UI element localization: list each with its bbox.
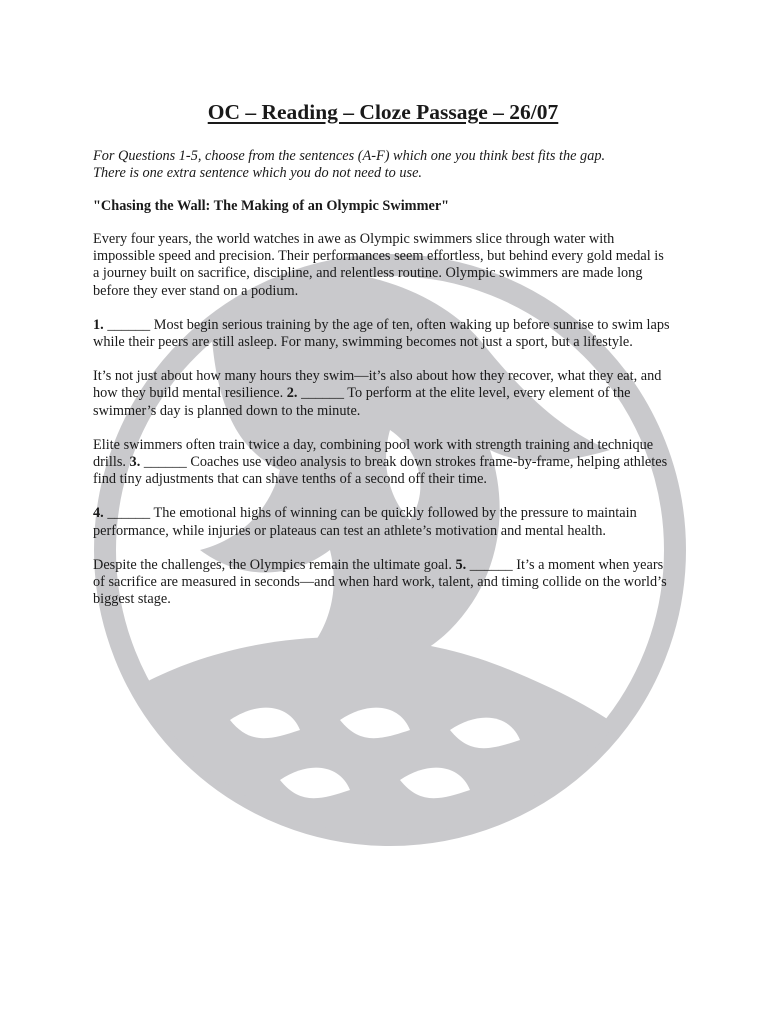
- paragraph-5-text: The emotional highs of winning can be quickly followed by the pressure to maintain performance, while injuries or plateaus can test an athlete’s motivation and mental health.: [93, 505, 637, 539]
- paragraph-6-text-after: It’s a moment when years of sacrifice are measured in seconds—and when hard work, talent, and timing collide on the world’s biggest stage.: [93, 556, 667, 608]
- page-title: OC – Reading – Cloze Passage – 26/07: [207, 100, 559, 124]
- paragraph-5: [93, 505, 673, 539]
- question-number-4: 4.: [93, 505, 104, 522]
- gap-2: ______: [301, 385, 344, 402]
- question-number-5: 5.: [455, 556, 467, 573]
- paragraph-6-text-before: Despite the challenges, the Olympics remain the ultimate goal.: [93, 556, 452, 573]
- paragraph-3: [93, 368, 673, 420]
- paragraph-6: [93, 557, 673, 609]
- question-number-2: 2.: [286, 385, 298, 402]
- paragraph-4-text-before: Elite swimmers often train twice a day, combining pool work with strength training and technique drills.: [93, 436, 654, 471]
- paragraph-3-text-before: It’s not just about how many hours they swim—it’s also about how they recover, what they eat, and how they build mental resilience.: [93, 368, 662, 402]
- gap-4: ______: [107, 505, 151, 522]
- instructions-line-1: For Questions 1-5, choose from the sentences (A-F) which one you think best fits the gap.: [93, 148, 606, 164]
- paragraph-4: [93, 437, 673, 489]
- paragraph-2: [93, 317, 673, 351]
- paragraph-4-text-after: Coaches use video analysis to break down strokes frame-by-frame, helping athletes find tiny adjustments that can shave tenths of a second off their time.: [93, 454, 668, 488]
- instructions: [93, 148, 673, 182]
- worksheet-page: [93, 100, 673, 625]
- question-number-3: 3.: [129, 454, 141, 471]
- paragraph-1: Every four years, the world watches in awe as Olympic swimmers slice through water with impossible speed and precision. Their performances seem effortless, but behind every gold medal is a journey built on sacrifice, discipline, and relentless routine. Olympic swimmers are made long before they ever stand on a podium.: [93, 231, 664, 299]
- gap-1: ______: [107, 316, 151, 333]
- question-number-1: 1.: [93, 316, 104, 333]
- passage-title: "Chasing the Wall: The Making of an Olympic Swimmer": [93, 198, 450, 214]
- paragraph-3-text-after: To perform at the elite level, every element of the swimmer’s day is planned down to the minute.: [93, 385, 631, 419]
- paragraph-2-text: Most begin serious training by the age of ten, often waking up before sunrise to swim laps while their peers are still asleep. For many, swimming becomes not just a sport, but a lifestyle.: [93, 316, 670, 351]
- instructions-line-2: There is one extra sentence which you do not need to use.: [93, 165, 423, 181]
- gap-3: ______: [143, 454, 187, 471]
- gap-5: ______: [469, 556, 513, 573]
